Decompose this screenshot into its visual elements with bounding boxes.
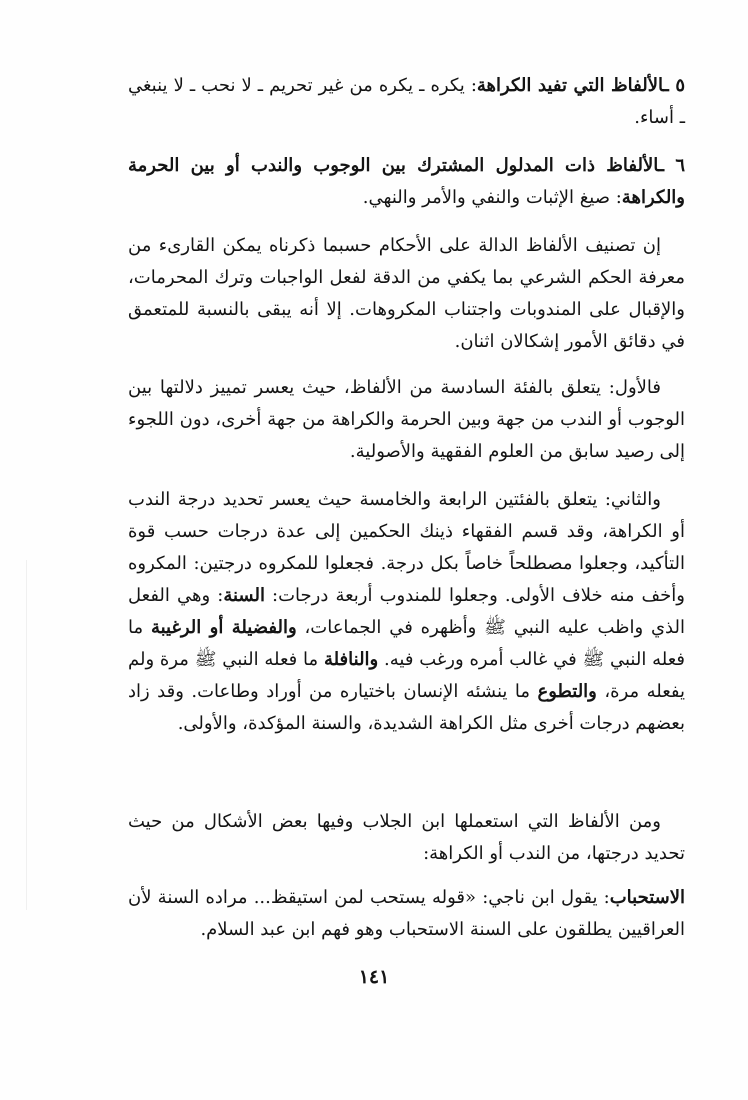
tatawwu-definition: ما ينشئه الإنسان باختياره من أوراد وطاعات.: [191, 681, 530, 702]
istihbab-text: [128, 882, 685, 946]
item-6: [128, 150, 685, 214]
ibn-jallab-paragraph: [128, 806, 685, 870]
second-issue-text: [128, 484, 685, 740]
istihbab-term: الاستحباب: [609, 887, 685, 908]
sunna-term: السنة: [223, 585, 265, 606]
intro-text: إن تصنيف الألفاظ الدالة على الأحكام حسبما ذكرناه يمكن القارىء من معرفة الحكم الشرعي بما يكفي من الدقة لفعل الواجبات وترك المحرمات، والإقبال على المندوبات واجتناب المكروهات. إلا أنه يبقى بالنسبة للمتعمق في دقائق الأمور إشكالان اثنان.: [128, 235, 685, 352]
item-5-number: ٥ ـ: [663, 75, 686, 96]
page-number: ١٤١: [358, 966, 390, 988]
tatawwu-term: والتطوع: [537, 681, 597, 702]
first-issue-text: فالأول: يتعلق بالفئة السادسة من الألفاظ، حيث يعسر تمييز دلالتها بين الوجوب أو الندب من جهة وبين الحرمة والكراهة من جهة أخرى، دون اللجوء إلى رصيد سابق من العلوم الفقهية والأصولية.: [128, 377, 685, 462]
ibn-jallab-text: ومن الألفاظ التي استعملها ابن الجلاب وفيها بعض الأشكال من حيث تحديد درجتها، من الندب أو الكراهة:: [128, 811, 685, 864]
istihbab-definition: : يقول ابن ناجي: «قوله يستحب لمن استيقظ... مراده السنة لأن العراقيين يطلقون على السنة الاستحباب وهو فهم ابن عبد السلام.: [128, 887, 685, 940]
item-5-text: : يكره ـ يكره من غير تحريم ـ لا نحب ـ لا ينبغي ـ أساء.: [128, 75, 685, 128]
second-issue-paragraph: [128, 484, 685, 740]
second-issue-part1: والثاني: يتعلق بالفئتين الرابعة والخامسة حيث يعسر تحديد درجة الندب أو الكراهة، وقد قسم الفقهاء ذينك الحكمين إلى عدة درجات حسب قوة التأكيد، وجعلوا مصطلحاً خاصاً بكل درجة. فجعلوا للمكروه درجتين: المكروه وأخف منه خلاف الأولى. وجعلوا للمندوب أربعة درجات:: [128, 489, 685, 606]
istihbab-paragraph: [128, 882, 685, 946]
first-issue-paragraph: [128, 372, 685, 468]
item-6-text: : صيغ الإثبات والنفي والأمر والنهي.: [362, 187, 622, 208]
item-5: [128, 70, 685, 134]
item-5-heading: الألفاظ التي تفيد الكراهة: [476, 75, 664, 96]
item-6-paragraph: [128, 150, 685, 214]
intro-paragraph: [128, 230, 685, 358]
sunna-definition: : وهي الفعل الذي واظب عليه النبي ﷺ وأظهره في الجماعات،: [128, 585, 685, 638]
nafila-definition: ما فعله النبي ﷺ مرة ولم يفعله مرة،: [128, 649, 685, 702]
item-6-heading: الألفاظ ذات المدلول المشترك بين الوجوب والندب أو بين الحرمة والكراهة: [128, 155, 685, 208]
item-5-paragraph: [128, 70, 685, 134]
item-6-number: ٦ ـ: [658, 155, 685, 176]
fadila-definition: ما فعله النبي ﷺ في غالب أمره ورغب فيه.: [128, 617, 685, 670]
second-issue-part2: وقد زاد بعضهم درجات أخرى مثل الكراهة الشديدة، والسنة المؤكدة، والأولى.: [128, 681, 685, 734]
nafila-term: والنافلة: [323, 649, 379, 670]
scan-edge-line: [26, 560, 27, 910]
fadila-term: والفضيلة أو الرغيبة: [150, 617, 297, 638]
